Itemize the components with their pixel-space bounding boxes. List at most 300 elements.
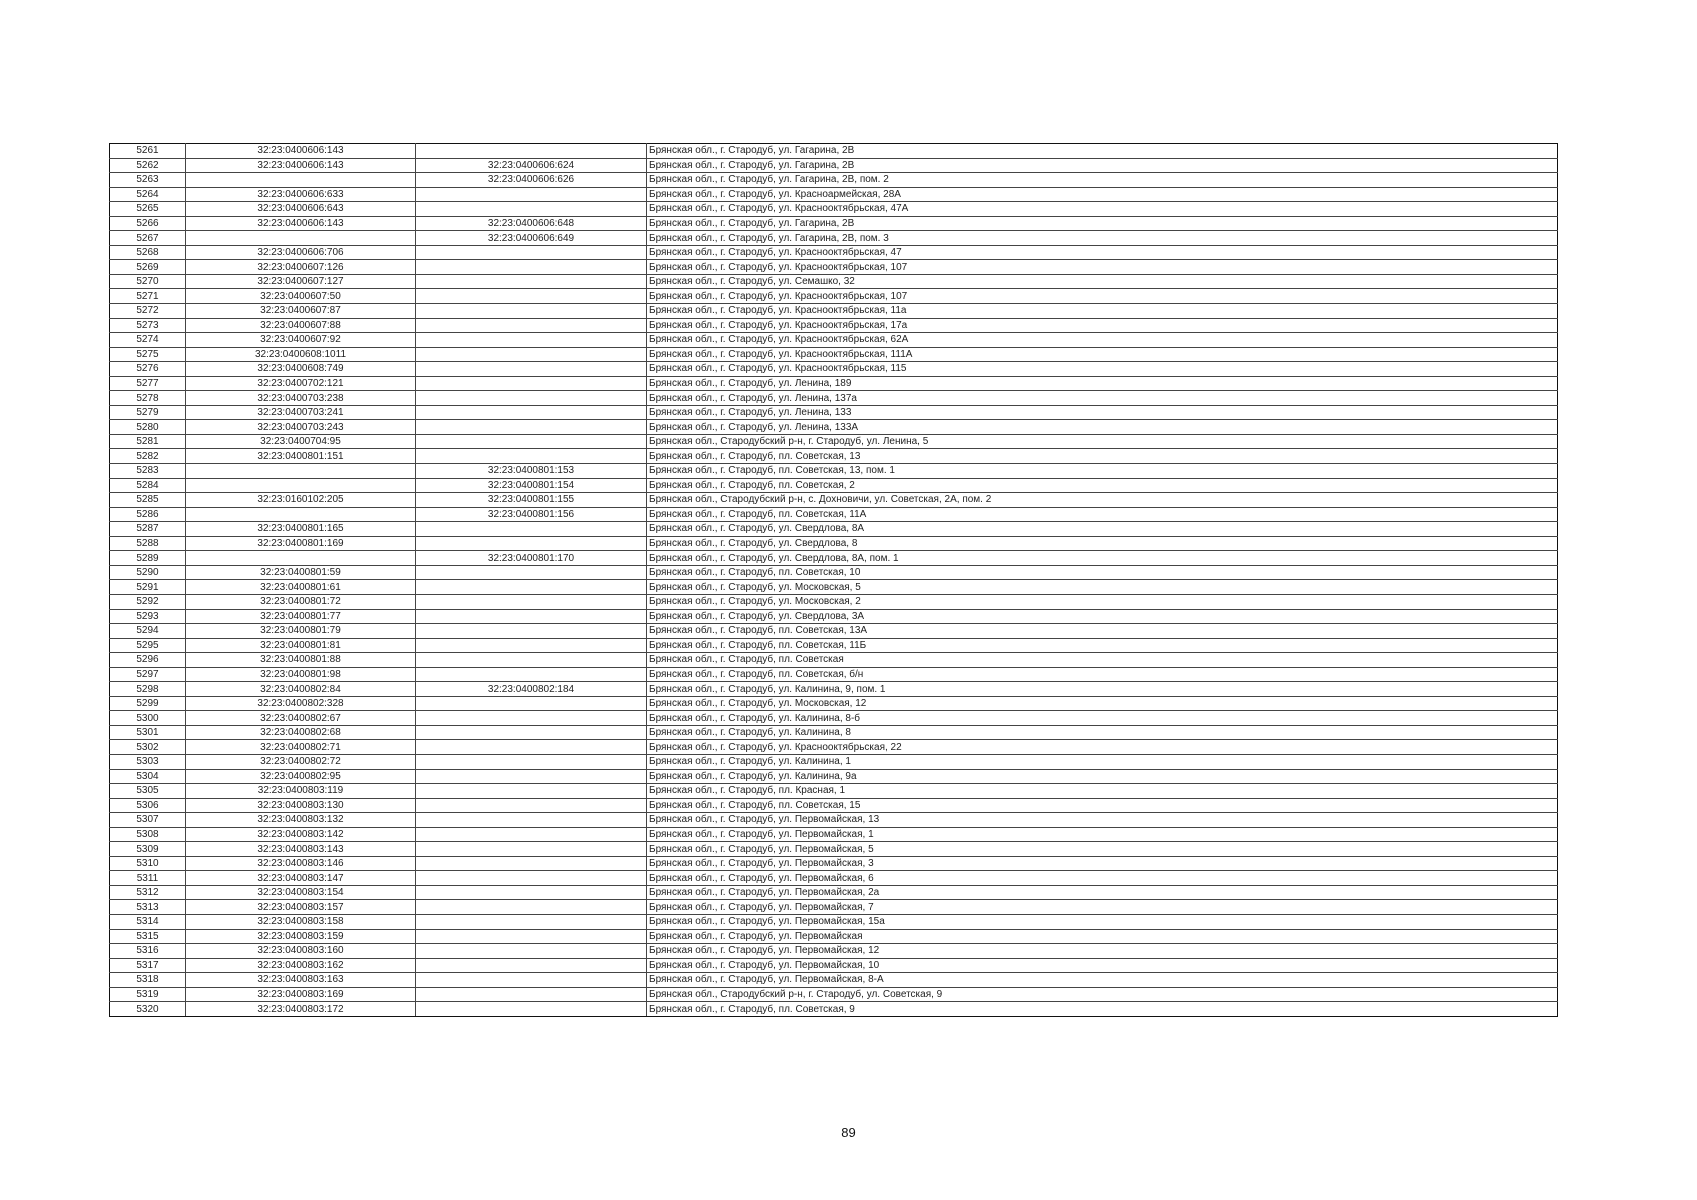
cadastral-number-cell <box>186 231 416 246</box>
address-cell: Брянская обл., г. Стародуб, ул. Московская, 2 <box>647 594 1558 609</box>
address-cell: Брянская обл., г. Стародуб, ул. Первомайская <box>647 929 1558 944</box>
cadastral-number-cell: 32:23:0400606:706 <box>186 245 416 260</box>
table-row <box>110 914 1558 929</box>
address-cell: Брянская обл., г. Стародуб, ул. Московская, 12 <box>647 696 1558 711</box>
cadastral-number-cell: 32:23:0400802:67 <box>186 711 416 726</box>
address-cell: Брянская обл., г. Стародуб, ул. Первомайская, 15а <box>647 914 1558 929</box>
cadastral-number-cell: 32:23:0400802:328 <box>186 696 416 711</box>
row-number-cell: 5313 <box>110 900 186 915</box>
table-row <box>110 304 1558 319</box>
row-number-cell: 5308 <box>110 827 186 842</box>
address-cell: Брянская обл., г. Стародуб, ул. Ленина, 137а <box>647 391 1558 406</box>
row-number-cell: 5290 <box>110 565 186 580</box>
table-row <box>110 973 1558 988</box>
row-number-cell: 5284 <box>110 478 186 493</box>
cadastral-number-cell: 32:23:0400801:59 <box>186 565 416 580</box>
sub-cadastral-number-cell <box>416 958 647 973</box>
sub-cadastral-number-cell <box>416 784 647 799</box>
cadastral-number-cell: 32:23:0400803:154 <box>186 885 416 900</box>
table-row <box>110 202 1558 217</box>
cadastral-number-cell: 32:23:0160102:205 <box>186 493 416 508</box>
address-cell: Брянская обл., г. Стародуб, пл. Советская, б/н <box>647 667 1558 682</box>
address-cell: Брянская обл., г. Стародуб, ул. Гагарина, 2В <box>647 158 1558 173</box>
table-row <box>110 871 1558 886</box>
address-cell: Брянская обл., г. Стародуб, ул. Краснооктябрьская, 62А <box>647 333 1558 348</box>
row-number-cell: 5273 <box>110 318 186 333</box>
cadastral-number-cell: 32:23:0400608:1011 <box>186 347 416 362</box>
address-cell: Брянская обл., г. Стародуб, ул. Гагарина, 2В <box>647 216 1558 231</box>
cadastral-number-cell: 32:23:0400801:61 <box>186 580 416 595</box>
address-cell: Брянская обл., г. Стародуб, ул. Первомайская, 6 <box>647 871 1558 886</box>
address-cell: Брянская обл., г. Стародуб, ул. Первомайская, 12 <box>647 944 1558 959</box>
sub-cadastral-number-cell <box>416 638 647 653</box>
row-number-cell: 5289 <box>110 551 186 566</box>
address-cell: Брянская обл., Стародубский р-н, г. Стародуб, ул. Советская, 9 <box>647 987 1558 1002</box>
table-row <box>110 347 1558 362</box>
table-row <box>110 682 1558 697</box>
row-number-cell: 5302 <box>110 740 186 755</box>
table-row <box>110 842 1558 857</box>
cadastral-number-cell: 32:23:0400803:142 <box>186 827 416 842</box>
cadastral-number-cell: 32:23:0400803:147 <box>186 871 416 886</box>
row-number-cell: 5300 <box>110 711 186 726</box>
table-row <box>110 798 1558 813</box>
cadastral-number-cell: 32:23:0400607:87 <box>186 304 416 319</box>
row-number-cell: 5297 <box>110 667 186 682</box>
row-number-cell: 5310 <box>110 856 186 871</box>
sub-cadastral-number-cell <box>416 667 647 682</box>
row-number-cell: 5315 <box>110 929 186 944</box>
sub-cadastral-number-cell: 32:23:0400802:184 <box>416 682 647 697</box>
cadastral-number-cell: 32:23:0400802:95 <box>186 769 416 784</box>
sub-cadastral-number-cell <box>416 929 647 944</box>
row-number-cell: 5282 <box>110 449 186 464</box>
sub-cadastral-number-cell <box>416 260 647 275</box>
table-row <box>110 391 1558 406</box>
cadastral-number-cell <box>186 551 416 566</box>
cadastral-number-cell: 32:23:0400608:749 <box>186 362 416 377</box>
sub-cadastral-number-cell <box>416 1002 647 1017</box>
table-row <box>110 987 1558 1002</box>
table-row <box>110 478 1558 493</box>
address-cell: Брянская обл., г. Стародуб, ул. Свердлова, 8 <box>647 536 1558 551</box>
row-number-cell: 5298 <box>110 682 186 697</box>
row-number-cell: 5269 <box>110 260 186 275</box>
row-number-cell: 5266 <box>110 216 186 231</box>
row-number-cell: 5301 <box>110 725 186 740</box>
table-row <box>110 362 1558 377</box>
row-number-cell: 5294 <box>110 624 186 639</box>
row-number-cell: 5279 <box>110 405 186 420</box>
row-number-cell: 5285 <box>110 493 186 508</box>
address-cell: Брянская обл., Стародубский р-н, г. Стародуб, ул. Ленина, 5 <box>647 434 1558 449</box>
sub-cadastral-number-cell <box>416 827 647 842</box>
address-cell: Брянская обл., г. Стародуб, пл. Советская, 13А <box>647 624 1558 639</box>
sub-cadastral-number-cell <box>416 391 647 406</box>
sub-cadastral-number-cell: 32:23:0400801:154 <box>416 478 647 493</box>
sub-cadastral-number-cell <box>416 289 647 304</box>
table-row <box>110 740 1558 755</box>
address-cell: Брянская обл., г. Стародуб, ул. Красноармейская, 28А <box>647 187 1558 202</box>
address-cell: Брянская обл., г. Стародуб, ул. Калинина, 9а <box>647 769 1558 784</box>
table-row <box>110 405 1558 420</box>
cadastral-number-cell: 32:23:0400606:143 <box>186 158 416 173</box>
cadastral-number-cell: 32:23:0400704:95 <box>186 434 416 449</box>
sub-cadastral-number-cell: 32:23:0400606:648 <box>416 216 647 231</box>
row-number-cell: 5268 <box>110 245 186 260</box>
sub-cadastral-number-cell <box>416 842 647 857</box>
sub-cadastral-number-cell: 32:23:0400606:649 <box>416 231 647 246</box>
cadastral-number-cell: 32:23:0400607:50 <box>186 289 416 304</box>
registry-table-body <box>110 144 1558 1017</box>
sub-cadastral-number-cell <box>416 594 647 609</box>
address-cell: Брянская обл., г. Стародуб, ул. Гагарина, 2В, пом. 2 <box>647 173 1558 188</box>
address-cell: Брянская обл., г. Стародуб, ул. Первомайская, 13 <box>647 813 1558 828</box>
address-cell: Брянская обл., г. Стародуб, пл. Советская, 13, пом. 1 <box>647 464 1558 479</box>
sub-cadastral-number-cell <box>416 885 647 900</box>
address-cell: Брянская обл., г. Стародуб, ул. Первомайская, 7 <box>647 900 1558 915</box>
cadastral-number-cell: 32:23:0400802:72 <box>186 754 416 769</box>
address-cell: Брянская обл., г. Стародуб, ул. Краснооктябрьская, 47А <box>647 202 1558 217</box>
address-cell: Брянская обл., г. Стародуб, ул. Первомайская, 3 <box>647 856 1558 871</box>
row-number-cell: 5320 <box>110 1002 186 1017</box>
table-row <box>110 565 1558 580</box>
address-cell: Брянская обл., г. Стародуб, ул. Первомайская, 2а <box>647 885 1558 900</box>
row-number-cell: 5286 <box>110 507 186 522</box>
address-cell: Брянская обл., г. Стародуб, ул. Калинина, 8 <box>647 725 1558 740</box>
row-number-cell: 5278 <box>110 391 186 406</box>
table-row <box>110 725 1558 740</box>
row-number-cell: 5274 <box>110 333 186 348</box>
row-number-cell: 5280 <box>110 420 186 435</box>
cadastral-number-cell: 32:23:0400607:88 <box>186 318 416 333</box>
address-cell: Брянская обл., г. Стародуб, ул. Краснооктябрьская, 111А <box>647 347 1558 362</box>
sub-cadastral-number-cell <box>416 565 647 580</box>
table-row <box>110 522 1558 537</box>
cadastral-number-cell: 32:23:0400703:243 <box>186 420 416 435</box>
row-number-cell: 5306 <box>110 798 186 813</box>
row-number-cell: 5299 <box>110 696 186 711</box>
sub-cadastral-number-cell <box>416 449 647 464</box>
table-row <box>110 667 1558 682</box>
cadastral-number-cell: 32:23:0400607:127 <box>186 274 416 289</box>
sub-cadastral-number-cell <box>416 580 647 595</box>
row-number-cell: 5270 <box>110 274 186 289</box>
cadastral-number-cell: 32:23:0400606:143 <box>186 144 416 159</box>
address-cell: Брянская обл., г. Стародуб, ул. Свердлова, 8А <box>647 522 1558 537</box>
table-row <box>110 594 1558 609</box>
sub-cadastral-number-cell: 32:23:0400801:153 <box>416 464 647 479</box>
table-row <box>110 638 1558 653</box>
cadastral-number-cell: 32:23:0400803:119 <box>186 784 416 799</box>
sub-cadastral-number-cell <box>416 274 647 289</box>
row-number-cell: 5291 <box>110 580 186 595</box>
table-row <box>110 696 1558 711</box>
cadastral-number-cell: 32:23:0400607:92 <box>186 333 416 348</box>
cadastral-number-cell: 32:23:0400801:72 <box>186 594 416 609</box>
sub-cadastral-number-cell <box>416 304 647 319</box>
address-cell: Брянская обл., г. Стародуб, ул. Краснооктябрьская, 47 <box>647 245 1558 260</box>
cadastral-number-cell: 32:23:0400803:143 <box>186 842 416 857</box>
page-number: 89 <box>841 1125 856 1140</box>
sub-cadastral-number-cell <box>416 900 647 915</box>
address-cell: Брянская обл., г. Стародуб, ул. Первомайская, 10 <box>647 958 1558 973</box>
row-number-cell: 5305 <box>110 784 186 799</box>
address-cell: Брянская обл., Стародубский р-н, с. Дохновичи, ул. Советская, 2А, пом. 2 <box>647 493 1558 508</box>
address-cell: Брянская обл., г. Стародуб, пл. Советская, 11А <box>647 507 1558 522</box>
table-row <box>110 1002 1558 1017</box>
address-cell: Брянская обл., г. Стародуб, ул. Московская, 5 <box>647 580 1558 595</box>
cadastral-number-cell: 32:23:0400801:165 <box>186 522 416 537</box>
address-cell: Брянская обл., г. Стародуб, ул. Ленина, 133А <box>647 420 1558 435</box>
row-number-cell: 5316 <box>110 944 186 959</box>
table-row <box>110 231 1558 246</box>
address-cell: Брянская обл., г. Стародуб, ул. Гагарина, 2В <box>647 144 1558 159</box>
sub-cadastral-number-cell: 32:23:0400801:170 <box>416 551 647 566</box>
table-row <box>110 245 1558 260</box>
row-number-cell: 5271 <box>110 289 186 304</box>
cadastral-number-cell: 32:23:0400803:162 <box>186 958 416 973</box>
row-number-cell: 5292 <box>110 594 186 609</box>
cadastral-number-cell: 32:23:0400607:126 <box>186 260 416 275</box>
sub-cadastral-number-cell <box>416 609 647 624</box>
address-cell: Брянская обл., г. Стародуб, пл. Советская <box>647 653 1558 668</box>
table-row <box>110 885 1558 900</box>
cadastral-number-cell: 32:23:0400801:88 <box>186 653 416 668</box>
cadastral-number-cell: 32:23:0400801:77 <box>186 609 416 624</box>
sub-cadastral-number-cell <box>416 653 647 668</box>
row-number-cell: 5261 <box>110 144 186 159</box>
address-cell: Брянская обл., г. Стародуб, пл. Советская, 10 <box>647 565 1558 580</box>
sub-cadastral-number-cell <box>416 376 647 391</box>
table-row <box>110 536 1558 551</box>
sub-cadastral-number-cell: 32:23:0400606:624 <box>416 158 647 173</box>
cadastral-number-cell: 32:23:0400802:84 <box>186 682 416 697</box>
address-cell: Брянская обл., г. Стародуб, ул. Калинина, 9, пом. 1 <box>647 682 1558 697</box>
table-row <box>110 784 1558 799</box>
cadastral-number-cell: 32:23:0400803:130 <box>186 798 416 813</box>
address-cell: Брянская обл., г. Стародуб, ул. Первомайская, 5 <box>647 842 1558 857</box>
sub-cadastral-number-cell <box>416 696 647 711</box>
table-row <box>110 493 1558 508</box>
cadastral-number-cell: 32:23:0400606:633 <box>186 187 416 202</box>
table-row <box>110 958 1558 973</box>
cadastral-number-cell: 32:23:0400606:643 <box>186 202 416 217</box>
address-cell: Брянская обл., г. Стародуб, ул. Ленина, 189 <box>647 376 1558 391</box>
sub-cadastral-number-cell <box>416 973 647 988</box>
address-cell: Брянская обл., г. Стародуб, ул. Свердлова, 8А, пом. 1 <box>647 551 1558 566</box>
sub-cadastral-number-cell <box>416 798 647 813</box>
table-row <box>110 274 1558 289</box>
address-cell: Брянская обл., г. Стародуб, ул. Краснооктябрьская, 107 <box>647 289 1558 304</box>
address-cell: Брянская обл., г. Стародуб, ул. Краснооктябрьская, 17а <box>647 318 1558 333</box>
sub-cadastral-number-cell <box>416 536 647 551</box>
cadastral-number-cell: 32:23:0400702:121 <box>186 376 416 391</box>
address-cell: Брянская обл., г. Стародуб, пл. Советская, 9 <box>647 1002 1558 1017</box>
row-number-cell: 5281 <box>110 434 186 449</box>
address-cell: Брянская обл., г. Стародуб, ул. Краснооктябрьская, 115 <box>647 362 1558 377</box>
address-cell: Брянская обл., г. Стародуб, ул. Первомайская, 8-А <box>647 973 1558 988</box>
cadastral-number-cell: 32:23:0400803:172 <box>186 1002 416 1017</box>
table-row <box>110 464 1558 479</box>
row-number-cell: 5318 <box>110 973 186 988</box>
table-row <box>110 289 1558 304</box>
cadastral-number-cell: 32:23:0400802:71 <box>186 740 416 755</box>
table-row <box>110 900 1558 915</box>
cadastral-number-cell: 32:23:0400803:163 <box>186 973 416 988</box>
sub-cadastral-number-cell <box>416 522 647 537</box>
table-row <box>110 827 1558 842</box>
address-cell: Брянская обл., г. Стародуб, пл. Советская, 2 <box>647 478 1558 493</box>
cadastral-number-cell: 32:23:0400703:238 <box>186 391 416 406</box>
table-row <box>110 449 1558 464</box>
row-number-cell: 5277 <box>110 376 186 391</box>
sub-cadastral-number-cell <box>416 813 647 828</box>
sub-cadastral-number-cell <box>416 318 647 333</box>
sub-cadastral-number-cell: 32:23:0400606:626 <box>416 173 647 188</box>
sub-cadastral-number-cell <box>416 944 647 959</box>
table-row <box>110 929 1558 944</box>
sub-cadastral-number-cell: 32:23:0400801:156 <box>416 507 647 522</box>
sub-cadastral-number-cell <box>416 914 647 929</box>
row-number-cell: 5275 <box>110 347 186 362</box>
table-row <box>110 624 1558 639</box>
cadastral-number-cell: 32:23:0400801:98 <box>186 667 416 682</box>
sub-cadastral-number-cell: 32:23:0400801:155 <box>416 493 647 508</box>
table-row <box>110 434 1558 449</box>
cadastral-number-cell: 32:23:0400801:151 <box>186 449 416 464</box>
row-number-cell: 5272 <box>110 304 186 319</box>
sub-cadastral-number-cell <box>416 987 647 1002</box>
cadastral-number-cell <box>186 464 416 479</box>
cadastral-number-cell: 32:23:0400803:169 <box>186 987 416 1002</box>
table-row <box>110 507 1558 522</box>
row-number-cell: 5296 <box>110 653 186 668</box>
row-number-cell: 5312 <box>110 885 186 900</box>
table-row <box>110 260 1558 275</box>
row-number-cell: 5314 <box>110 914 186 929</box>
table-row <box>110 580 1558 595</box>
row-number-cell: 5276 <box>110 362 186 377</box>
table-row <box>110 333 1558 348</box>
cadastral-number-cell: 32:23:0400606:143 <box>186 216 416 231</box>
sub-cadastral-number-cell <box>416 420 647 435</box>
sub-cadastral-number-cell <box>416 871 647 886</box>
cadastral-number-cell: 32:23:0400803:158 <box>186 914 416 929</box>
row-number-cell: 5267 <box>110 231 186 246</box>
cadastral-number-cell: 32:23:0400801:169 <box>186 536 416 551</box>
table-row <box>110 318 1558 333</box>
address-cell: Брянская обл., г. Стародуб, ул. Краснооктябрьская, 107 <box>647 260 1558 275</box>
row-number-cell: 5293 <box>110 609 186 624</box>
table-row <box>110 944 1558 959</box>
address-cell: Брянская обл., г. Стародуб, ул. Гагарина, 2В, пом. 3 <box>647 231 1558 246</box>
sub-cadastral-number-cell <box>416 740 647 755</box>
sub-cadastral-number-cell <box>416 202 647 217</box>
row-number-cell: 5264 <box>110 187 186 202</box>
address-cell: Брянская обл., г. Стародуб, пл. Советская, 11Б <box>647 638 1558 653</box>
table-row <box>110 376 1558 391</box>
row-number-cell: 5319 <box>110 987 186 1002</box>
sub-cadastral-number-cell <box>416 187 647 202</box>
sub-cadastral-number-cell <box>416 362 647 377</box>
sub-cadastral-number-cell <box>416 856 647 871</box>
table-row <box>110 754 1558 769</box>
table-row <box>110 609 1558 624</box>
row-number-cell: 5262 <box>110 158 186 173</box>
table-row <box>110 813 1558 828</box>
address-cell: Брянская обл., г. Стародуб, ул. Краснооктябрьская, 11а <box>647 304 1558 319</box>
row-number-cell: 5263 <box>110 173 186 188</box>
address-cell: Брянская обл., г. Стародуб, пл. Советская, 13 <box>647 449 1558 464</box>
row-number-cell: 5288 <box>110 536 186 551</box>
sub-cadastral-number-cell <box>416 245 647 260</box>
sub-cadastral-number-cell <box>416 754 647 769</box>
row-number-cell: 5307 <box>110 813 186 828</box>
cadastral-number-cell <box>186 173 416 188</box>
cadastral-number-cell: 32:23:0400703:241 <box>186 405 416 420</box>
row-number-cell: 5283 <box>110 464 186 479</box>
row-number-cell: 5309 <box>110 842 186 857</box>
address-cell: Брянская обл., г. Стародуб, ул. Свердлова, 3А <box>647 609 1558 624</box>
table-row <box>110 158 1558 173</box>
table-row <box>110 173 1558 188</box>
table-row <box>110 769 1558 784</box>
address-cell: Брянская обл., г. Стародуб, ул. Калинина, 1 <box>647 754 1558 769</box>
sub-cadastral-number-cell <box>416 144 647 159</box>
address-cell: Брянская обл., г. Стародуб, пл. Советская, 15 <box>647 798 1558 813</box>
table-row <box>110 216 1558 231</box>
sub-cadastral-number-cell <box>416 711 647 726</box>
row-number-cell: 5311 <box>110 871 186 886</box>
cadastral-number-cell: 32:23:0400801:81 <box>186 638 416 653</box>
sub-cadastral-number-cell <box>416 347 647 362</box>
table-row <box>110 187 1558 202</box>
cadastral-number-cell <box>186 478 416 493</box>
row-number-cell: 5295 <box>110 638 186 653</box>
cadastral-number-cell: 32:23:0400803:157 <box>186 900 416 915</box>
cadastral-number-cell: 32:23:0400803:159 <box>186 929 416 944</box>
sub-cadastral-number-cell <box>416 624 647 639</box>
sub-cadastral-number-cell <box>416 769 647 784</box>
cadastral-number-cell: 32:23:0400803:132 <box>186 813 416 828</box>
cadastral-number-cell: 32:23:0400801:79 <box>186 624 416 639</box>
address-cell: Брянская обл., г. Стародуб, ул. Первомайская, 1 <box>647 827 1558 842</box>
sub-cadastral-number-cell <box>416 434 647 449</box>
sub-cadastral-number-cell <box>416 405 647 420</box>
sub-cadastral-number-cell <box>416 333 647 348</box>
address-cell: Брянская обл., г. Стародуб, пл. Красная, 1 <box>647 784 1558 799</box>
row-number-cell: 5265 <box>110 202 186 217</box>
table-row <box>110 144 1558 159</box>
registry-table <box>109 143 1558 1017</box>
address-cell: Брянская обл., г. Стародуб, ул. Краснооктябрьская, 22 <box>647 740 1558 755</box>
table-row <box>110 653 1558 668</box>
cadastral-number-cell: 32:23:0400803:146 <box>186 856 416 871</box>
address-cell: Брянская обл., г. Стародуб, ул. Ленина, 133 <box>647 405 1558 420</box>
cadastral-number-cell: 32:23:0400802:68 <box>186 725 416 740</box>
row-number-cell: 5287 <box>110 522 186 537</box>
table-row <box>110 420 1558 435</box>
sub-cadastral-number-cell <box>416 725 647 740</box>
table-row <box>110 711 1558 726</box>
table-row <box>110 856 1558 871</box>
row-number-cell: 5317 <box>110 958 186 973</box>
cadastral-number-cell: 32:23:0400803:160 <box>186 944 416 959</box>
table-row <box>110 551 1558 566</box>
row-number-cell: 5303 <box>110 754 186 769</box>
cadastral-number-cell <box>186 507 416 522</box>
